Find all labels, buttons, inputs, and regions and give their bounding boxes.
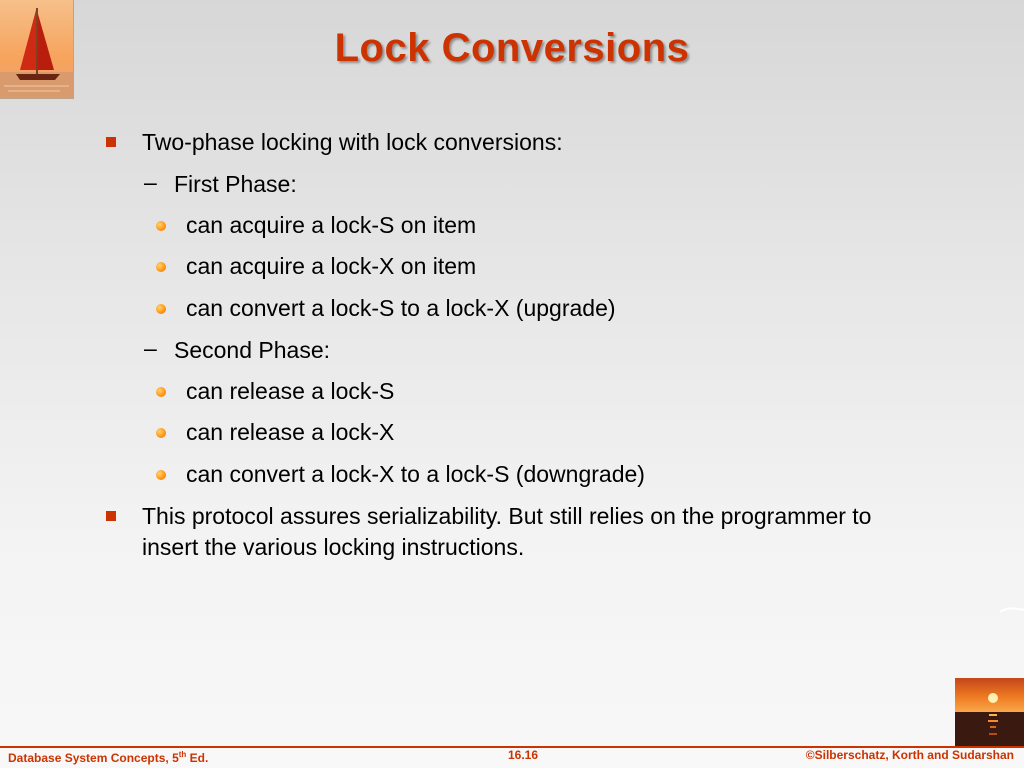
dash-bullet-icon: – [144,335,157,361]
dot-bullet-icon [156,262,166,272]
sub-sub-bullet-item: can acquire a lock-X on item [186,253,477,279]
sub-sub-bullet-item: can release a lock-S [186,378,395,404]
sub-sub-bullet-item: can convert a lock-X to a lock-S (downgrade) [186,461,645,487]
dot-bullet-icon [156,304,166,314]
footer-copyright: ©Silberschatz, Korth and Sudarshan [805,748,1014,762]
sub-sub-bullet-item: can release a lock-X [186,419,395,445]
bullet-item-line2: insert the various locking instructions. [142,534,525,560]
dot-bullet-icon [156,387,166,397]
sunset-image [955,678,1024,746]
sub-bullet-item: Second Phase: [174,337,331,363]
square-bullet-icon [106,137,116,147]
dot-bullet-icon [156,470,166,480]
bullet-item-line1: This protocol assures serializability. But still relies on the programmer to [142,503,872,529]
sub-bullet-item: First Phase: [174,171,297,197]
footer-book-title: Database System Concepts, 5th Ed. [8,750,209,765]
wave-decoration-icon [1000,604,1024,616]
sub-sub-bullet-item: can convert a lock-S to a lock-X (upgrade) [186,295,616,321]
sub-sub-bullet-item: can acquire a lock-S on item [186,212,477,238]
dot-bullet-icon [156,221,166,231]
square-bullet-icon [106,511,116,521]
dot-bullet-icon [156,428,166,438]
bullet-item: Two-phase locking with lock conversions: [142,129,563,155]
dash-bullet-icon: – [144,169,157,195]
slide-title: Lock Conversions [334,26,690,70]
footer-page-number: 16.16 [508,748,539,762]
